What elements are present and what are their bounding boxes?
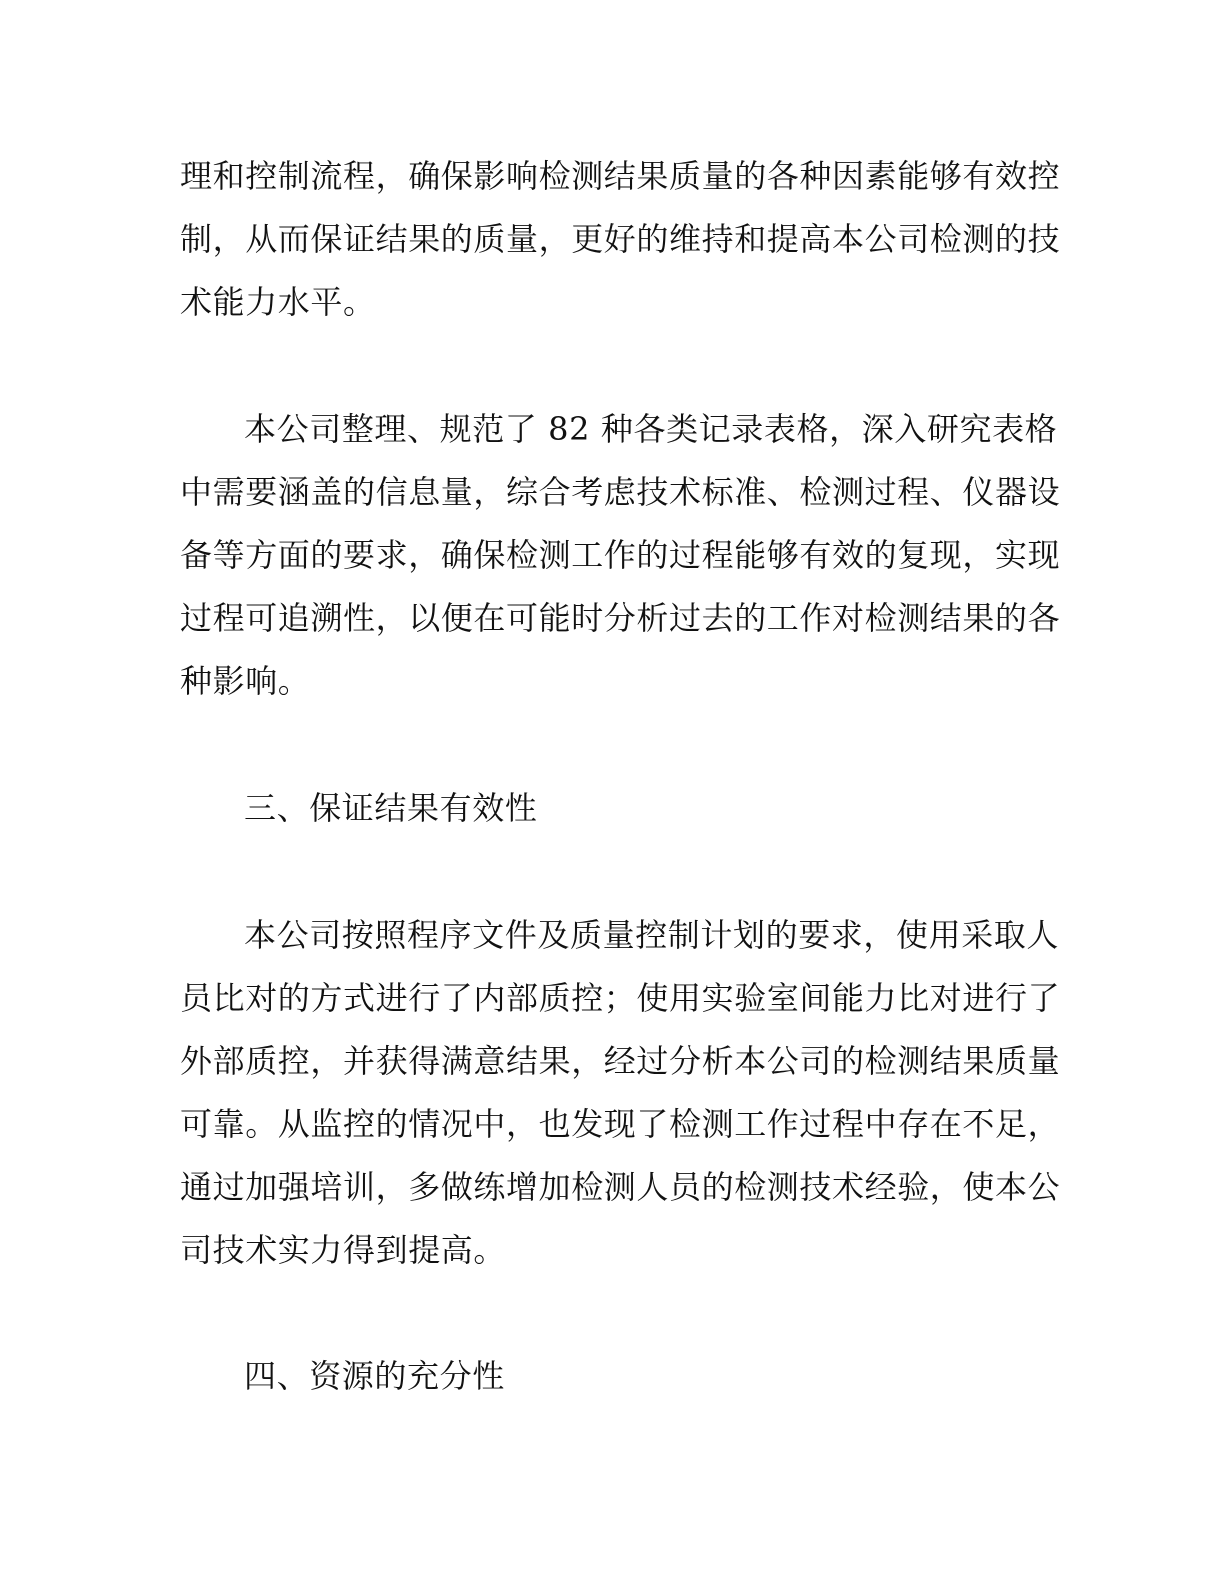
paragraph-line: 本公司整理、规范了 82 种各类记录表格，深入研究表格 <box>244 410 1058 448</box>
paragraph-line: 制，从而保证结果的质量，更好的维持和提高本公司检测的技 <box>180 220 1061 258</box>
paragraph-line: 可靠。从监控的情况中，也发现了检测工作过程中存在不足， <box>180 1105 1061 1143</box>
section-heading-3: 三、保证结果有效性 <box>244 789 538 827</box>
paragraph-line: 司技术实力得到提高。 <box>180 1231 507 1269</box>
paragraph-line: 种影响。 <box>180 662 311 700</box>
paragraph-line: 员比对的方式进行了内部质控；使用实验室间能力比对进行了 <box>180 979 1061 1017</box>
paragraph-line: 外部质控，并获得满意结果，经过分析本公司的检测结果质量 <box>180 1042 1061 1080</box>
paragraph-line: 通过加强培训，多做练增加检测人员的检测技术经验，使本公 <box>180 1168 1061 1206</box>
paragraph-line: 过程可追溯性，以便在可能时分析过去的工作对检测结果的各 <box>180 599 1061 637</box>
paragraph-line: 中需要涵盖的信息量，综合考虑技术标准、检测过程、仪器设 <box>180 473 1061 511</box>
paragraph-line: 术能力水平。 <box>180 283 376 321</box>
section-heading-4: 四、资源的充分性 <box>244 1357 505 1395</box>
paragraph-line: 本公司按照程序文件及质量控制计划的要求，使用采取人 <box>244 916 1060 954</box>
paragraph-line: 备等方面的要求，确保检测工作的过程能够有效的复现，实现 <box>180 536 1061 574</box>
paragraph-line: 理和控制流程，确保影响检测结果质量的各种因素能够有效控 <box>180 157 1061 195</box>
